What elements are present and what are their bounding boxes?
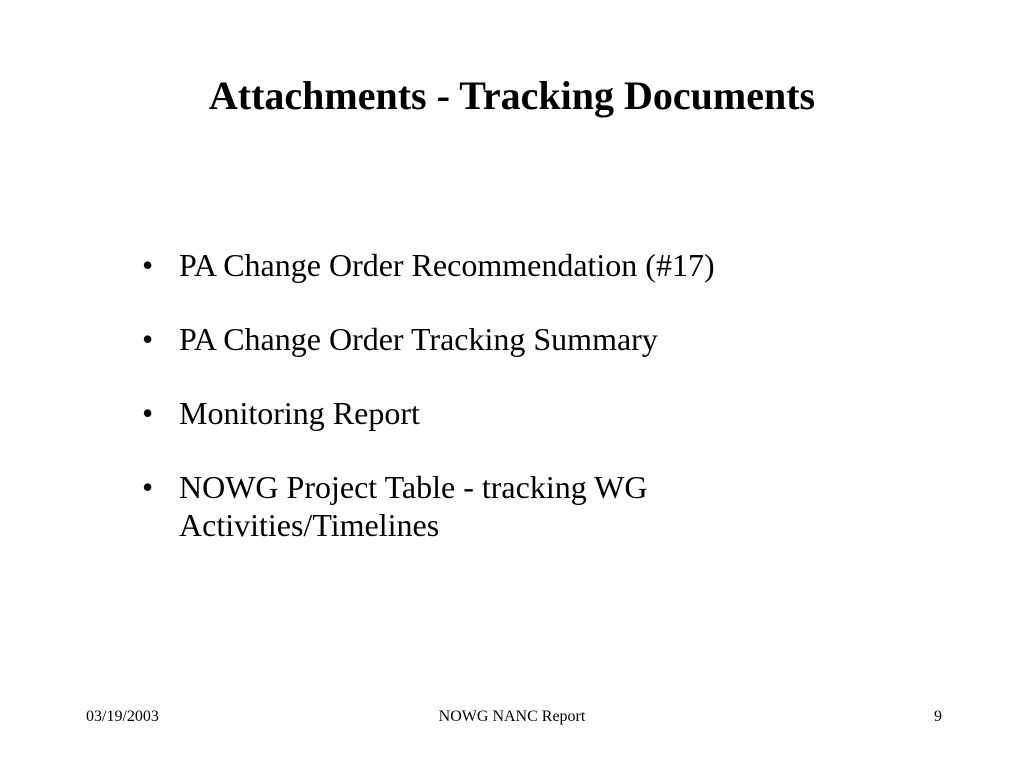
page-number: 9 <box>934 708 942 725</box>
bullet-item <box>142 394 802 432</box>
slide-title: Attachments - Tracking Documents <box>208 73 816 118</box>
footer-title: NOWG NANC Report <box>438 708 586 725</box>
bullet-text: PA Change Order Tracking Summary <box>179 321 658 357</box>
footer-date: 03/19/2003 <box>86 708 159 725</box>
bullet-icon: • <box>142 395 154 431</box>
bullet-item <box>142 246 802 284</box>
bullet-text: PA Change Order Recommendation (#17) <box>179 247 715 283</box>
bullet-item <box>142 320 802 358</box>
bullet-icon: • <box>142 247 154 283</box>
bullet-text: Monitoring Report <box>179 395 420 431</box>
bullet-text: NOWG Project Table - tracking WG Activities/Timelines <box>179 469 648 543</box>
bullet-list <box>142 246 802 580</box>
bullet-icon: • <box>142 321 154 357</box>
bullet-item <box>142 468 802 544</box>
bullet-icon: • <box>142 469 154 505</box>
